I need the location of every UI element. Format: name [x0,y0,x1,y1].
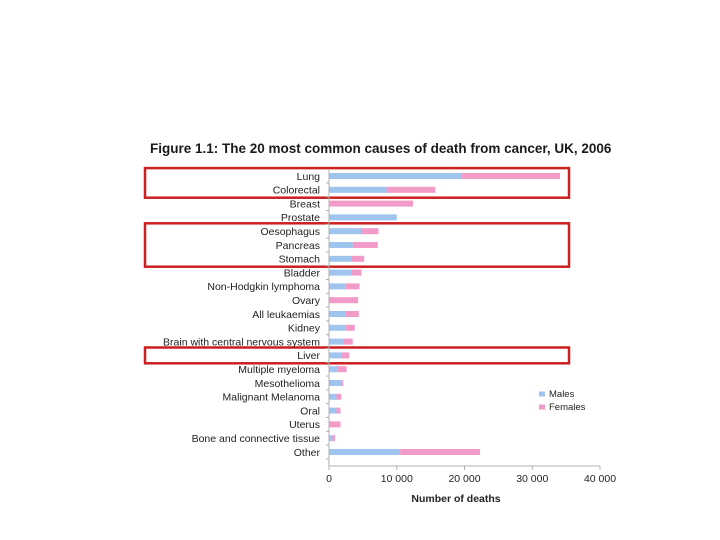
bar-females [329,421,341,427]
bar-females [362,228,379,234]
bar-females [344,339,353,345]
category-label: Malignant Melanoma [222,391,320,404]
bar-males [329,449,400,455]
category-label: All leukaemias [252,308,320,321]
category-label: Lung [296,170,320,183]
bar-females [338,366,347,372]
bar-males [329,394,336,400]
x-axis-title: Number of deaths [411,493,501,505]
bar-males [329,366,338,372]
category-label: Ovary [291,295,320,307]
bar-females [332,435,335,441]
bar-females [330,201,413,207]
x-tick-label: 30 000 [516,473,549,485]
legend-swatch-females [539,405,545,410]
bar-females [341,380,343,386]
bar-females [461,173,560,179]
category-label: Brain with central nervous system [163,336,320,349]
category-label: Prostate [280,212,320,225]
bar-females [387,187,436,193]
bar-males [329,242,353,248]
bar-males [329,435,332,441]
bar-males [329,283,345,289]
category-label: Bladder [283,267,320,280]
bar-females [345,325,354,331]
legend-label-males: Males [549,389,575,401]
category-label: Liver [297,350,320,363]
highlight-box [145,168,569,198]
bar-males [329,228,362,234]
bar-females [351,256,364,262]
bar-males [329,380,341,386]
category-labels [163,171,321,459]
x-tick-label: 10 000 [380,473,413,485]
bar-females [341,352,349,358]
bar-males [329,408,336,414]
bar-males [329,214,397,220]
bar-males [329,173,461,179]
category-label: Other [293,446,320,459]
category-label: Multiple myeloma [238,364,320,376]
bar-females [336,394,341,400]
x-tick-label: 20 000 [448,473,481,485]
bar-females [400,449,480,455]
bar-males [329,339,344,345]
bar-males [329,270,351,276]
x-tick-label: 40 000 [583,473,617,485]
bar-females [351,270,361,276]
bar-males [329,311,346,317]
legend-label-females: Females [549,402,586,414]
bars-layer [329,173,560,455]
category-label: Kidney [287,322,320,335]
category-label: Pancreas [275,239,320,252]
category-label: Oesophagus [260,226,320,238]
highlight-box [145,348,569,364]
bar-males [329,352,341,358]
category-label: Stomach [278,253,320,266]
bar-females [353,242,378,248]
bar-females [336,408,340,414]
legend-swatch-males [539,392,545,397]
bar-females [346,311,359,317]
bar-males [329,256,351,262]
category-label: Uterus [289,419,320,432]
bar-males [329,187,387,193]
x-tick-label: 0 [326,473,332,485]
bar-females [329,297,358,303]
category-label: Bone and connective tissue [191,433,320,445]
bar-females [345,283,359,289]
bar-males [329,325,345,331]
category-label: Mesothelioma [254,377,320,390]
category-label: Oral [300,405,320,418]
category-label: Colorectal [272,184,320,197]
category-label: Non-Hodgkin lymphoma [207,281,320,294]
chart-title: Figure 1.1: The 20 most common causes of death from cancer, UK, 2006 [150,141,612,156]
highlight-boxes [145,168,569,363]
category-label: Breast [289,198,320,211]
legend [539,389,586,413]
